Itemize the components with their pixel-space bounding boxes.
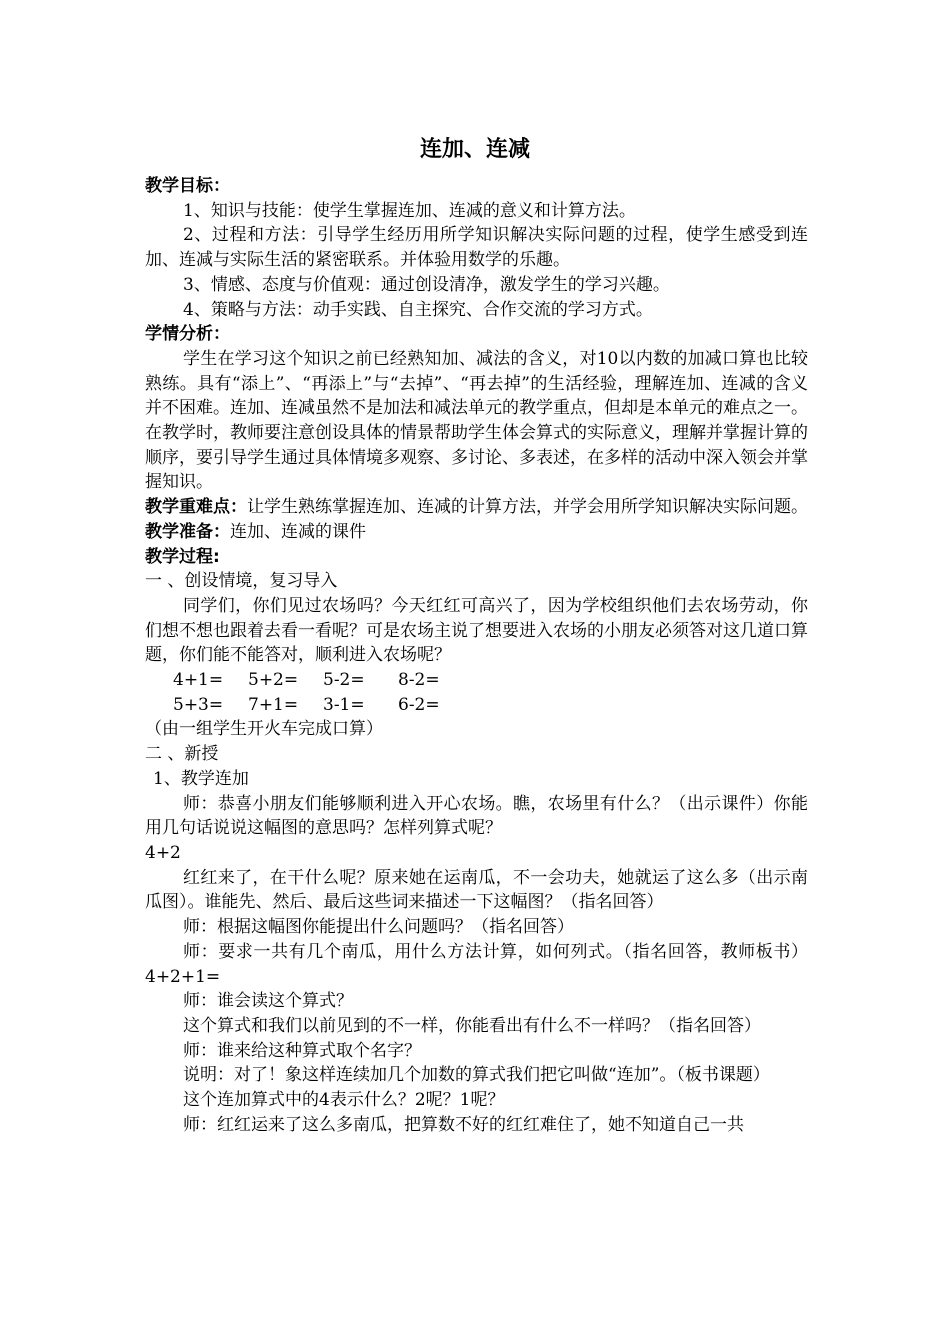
keypoints-paragraph <box>145 495 808 520</box>
calc-item: 3-1= <box>323 694 365 715</box>
section-title: 二 、新授 <box>145 744 219 765</box>
body-paragraph: 这个算式和我们以前见到的不一样，你能看出有什么不一样吗？（指名回答） <box>183 1015 761 1036</box>
process-heading: 教学过程: <box>145 546 220 567</box>
calc-item: 7+1= <box>248 694 299 715</box>
analysis-heading: 学情分析： <box>145 324 230 345</box>
document-title: 连加、连减 <box>419 137 530 162</box>
objectives-heading: 教学目标： <box>145 176 230 196</box>
analysis-paragraph: 学生在学习这个知识之前已经熟知加、减法的含义，对10以内数的加减口算也比较熟练。具有“添上”、“再添上”与“去掉”、“再去掉”的生活经验，理解连加、连减的含义并不困难。连加、连减虽然不是加法和减法单元的教学重点，但却是本单元的难点之一。在教学时，教师要注意创设具体的情景帮助学生体会算式的实际意义，理解并掌握计算的顺序，要引导学生通过具体情境多观察、多讨论、多表述，在多样的活动中深入领会并掌握知识。 <box>145 348 808 493</box>
calc-item: 5-2= <box>323 670 365 691</box>
body-paragraph: 师：根据这幅图你能提出什么问题吗？（指名回答） <box>183 917 574 938</box>
prep-paragraph <box>145 520 808 545</box>
calc-item: 5+2= <box>248 670 299 691</box>
body-paragraph: 这个连加算式中的4表示什么？2呢？1呢？ <box>183 1090 505 1111</box>
body-paragraph: 师：红红运来了这么多南瓜，把算数不好的红红难住了，她不知道自己一共 <box>183 1114 744 1135</box>
objective-item: 4、策略与方法：动手实践、自主探究、合作交流的学习方式。 <box>183 299 653 320</box>
expression-line: 4+2 <box>145 842 181 863</box>
prep-heading: 教学准备： <box>145 521 230 542</box>
calc-row <box>145 693 808 718</box>
body-paragraph: 师：谁来给这种算式取个名字？ <box>183 1040 421 1061</box>
section-intro-paragraph: 同学们，你们见过农场吗？今天红红可高兴了，因为学校组织他们去农场劳动，你们想不想也跟着去看一看呢？可是农场主说了想要进入农场的小朋友必须答对这几道口算题，你们能不能答对，顺利进入农场呢？ <box>145 595 808 666</box>
objective-item: 2、过程和方法：引导学生经历用所学知识解决实际问题的过程，使学生感受到连加、连减与实际生活的紧密联系。并体验用数学的乐趣。 <box>145 225 808 271</box>
calc-item: 5+3= <box>173 694 224 715</box>
body-paragraph: 师：谁会读这个算式？ <box>183 991 353 1012</box>
body-paragraph: 师：恭喜小朋友们能够顺利进入开心农场。瞧，农场里有什么？（出示课件）你能用几句话说说这幅图的意思吗？怎样列算式呢？ <box>145 793 808 839</box>
prep-text: 连加、连减的课件 <box>230 521 366 542</box>
subsection-title: 1、教学连加 <box>153 768 249 789</box>
objective-item: 1、知识与技能：使学生掌握连加、连减的意义和计算方法。 <box>183 200 636 221</box>
body-paragraph: 说明：对了！象这样连续加几个加数的算式我们把它叫做“连加”。（板书课题） <box>183 1065 770 1086</box>
body-paragraph: 红红来了，在干什么呢？原来她在运南瓜，不一会功夫，她就运了这么多（出示南瓜图）。谁能先、然后、最后这些词来描述一下这幅图？（指名回答） <box>145 867 808 913</box>
section-title: 一 、创设情境，复习导入 <box>145 571 338 592</box>
calc-item: 8-2= <box>398 670 440 691</box>
document-body <box>145 174 808 1137</box>
objective-item: 3、情感、态度与价值观：通过创设清净，激发学生的学习兴趣。 <box>183 274 670 295</box>
calc-note: （由一组学生开火车完成口算） <box>145 719 383 740</box>
keypoints-heading: 教学重难点： <box>145 497 247 518</box>
calc-item: 6-2= <box>398 694 440 715</box>
body-paragraph: 师：要求一共有几个南瓜，用什么方法计算，如何列式。（指名回答，教师板书）4+2+1= <box>145 941 808 987</box>
keypoints-text: 让学生熟练掌握连加、连减的计算方法，并学会用所学知识解决实际问题。 <box>247 497 808 518</box>
calc-item: 4+1= <box>173 670 224 691</box>
calc-row <box>145 668 808 693</box>
